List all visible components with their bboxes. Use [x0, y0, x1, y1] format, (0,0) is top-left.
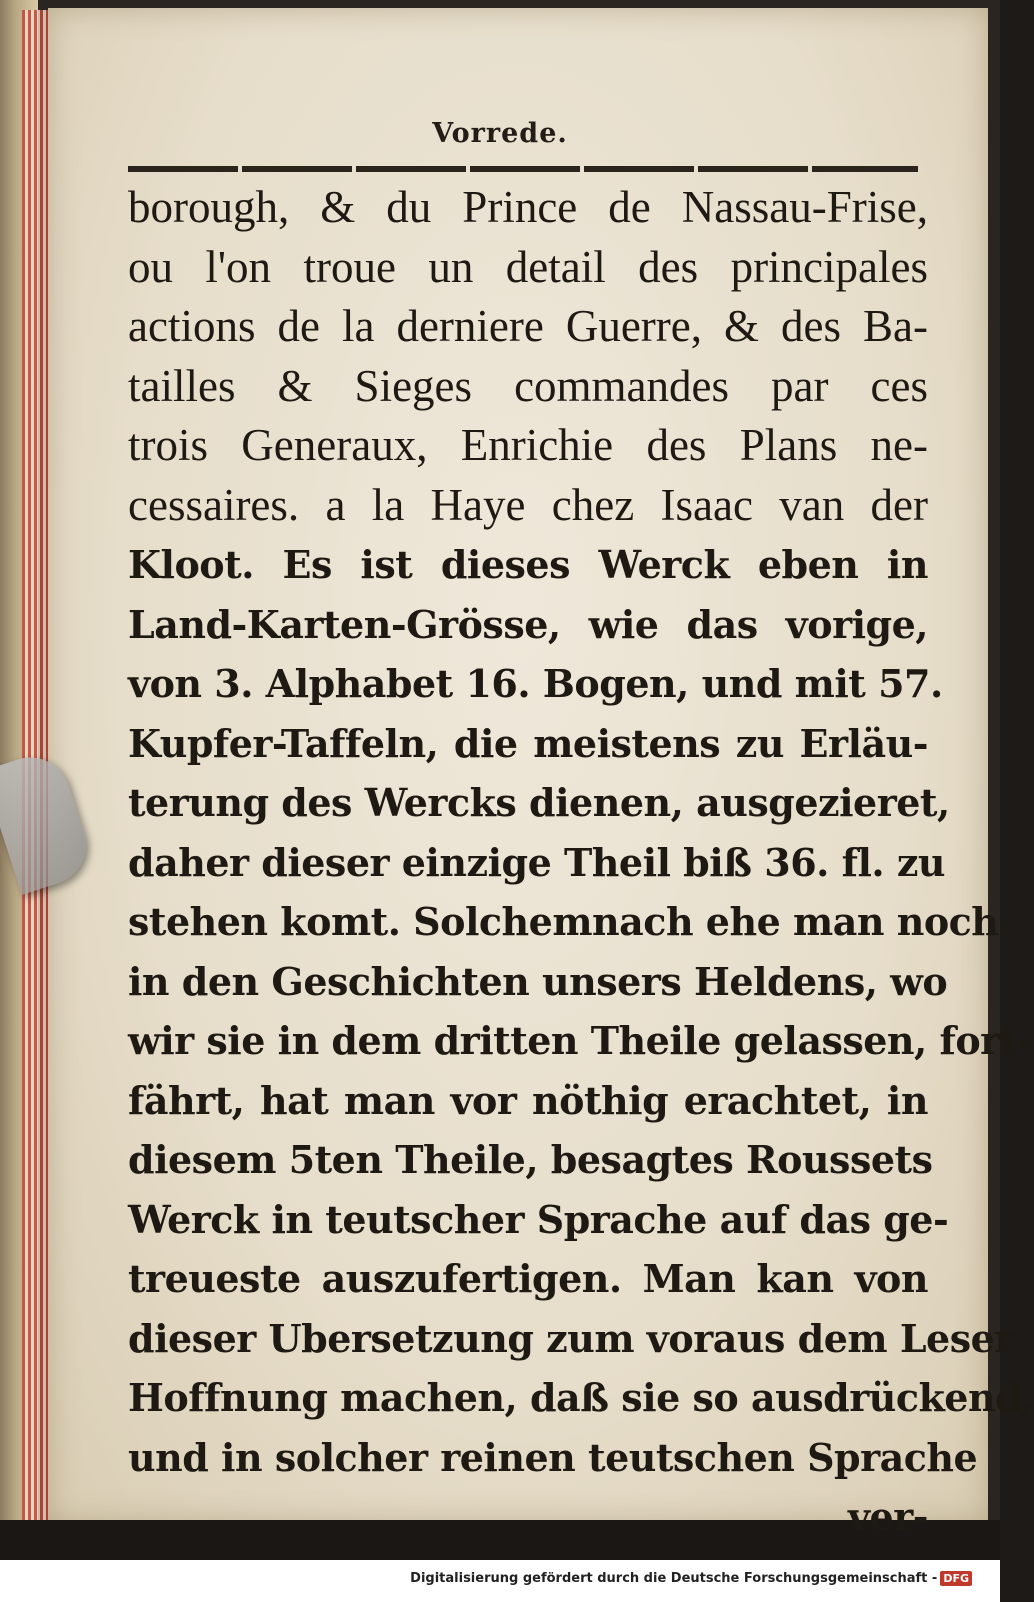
text-line: borough, & du Prince de Nassau-Frise,: [128, 182, 928, 232]
text-line: terung des Wercks dienen, ausgezieret,: [128, 780, 950, 825]
dfg-logo: DFG: [940, 1571, 972, 1586]
catchword: ver-: [847, 1494, 928, 1539]
text-line: wir sie in dem dritten Theile gelassen, fort-: [128, 1018, 1033, 1063]
text-line: von 3. Alphabet 16. Bogen, und mit 57.: [128, 661, 943, 706]
body-text: [128, 178, 1034, 1547]
text-line: Hoffnung machen, daß sie so ausdrückend,: [128, 1375, 1034, 1420]
text-line: ou l'on troue un detail des principales: [128, 241, 928, 292]
text-line: cessaires. a la Haye chez Isaac van der: [128, 479, 928, 530]
text-line: treueste auszufertigen. Man kan von: [128, 1256, 928, 1301]
running-header: Vorrede.: [432, 118, 568, 149]
text-line: stehen komt. Solchemnach ehe man noch: [128, 899, 999, 944]
text-line: trois Generaux, Enrichie des Plans ne-: [128, 420, 928, 470]
text-line: diesem 5ten Theile, besagtes Roussets: [128, 1137, 933, 1182]
credit-text: Digitalisierung gefördert durch die Deutsche Forschungsgemeinschaft -: [410, 1571, 938, 1586]
text-line: Kupfer-Taffeln, die meistens zu Erläu-: [128, 720, 928, 766]
header-rule: [128, 166, 918, 172]
text-line: fährt, hat man vor nöthig erachtet, in: [128, 1077, 928, 1123]
text-line: Kloot. Es ist dieses Werck eben in: [128, 542, 928, 587]
text-line: Land-Karten-Grösse, wie das vorige,: [128, 601, 928, 647]
text-line: actions de la derniere Guerre, & des Ba-: [128, 301, 928, 351]
text-line: in den Geschichten unsers Heldens, wo: [128, 958, 948, 1004]
text-line: dieser Ubersetzung zum voraus dem Leser: [128, 1315, 1014, 1361]
text-line: Werck in teutscher Sprache auf das ge-: [128, 1196, 949, 1242]
text-line: tailles & Sieges commandes par ces: [128, 360, 928, 411]
text-line: daher dieser einzige Theil biß 36. fl. zu: [128, 839, 946, 885]
digitization-credit: [410, 1571, 972, 1586]
text-line: und in solcher reinen teutschen Sprache: [128, 1434, 978, 1480]
